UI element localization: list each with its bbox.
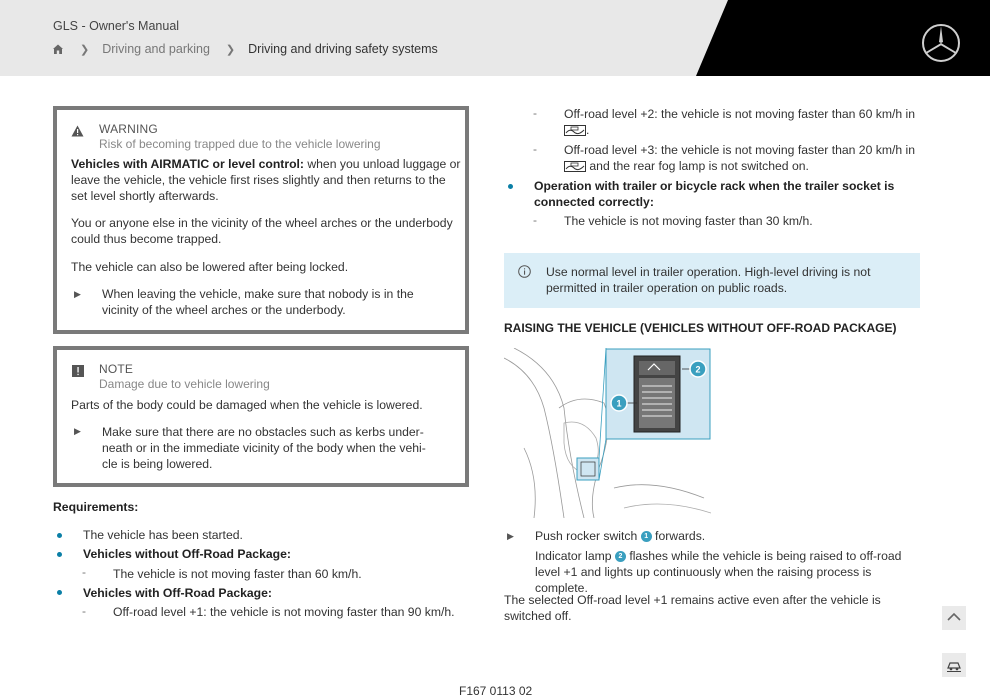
step1-end: forwards.	[651, 529, 706, 543]
offroad-level-2-text: Off-road level +2: the vehicle is not moving faster than 60 km/h in	[564, 107, 916, 121]
warning-action	[102, 286, 462, 318]
vehicle-selector-button[interactable]	[942, 653, 966, 677]
requirement-item-2-sub: The vehicle is not moving faster than 60 km/h.	[113, 567, 362, 581]
chevron-right-icon: ❯	[80, 43, 90, 56]
action-arrow-icon: ▶	[74, 289, 81, 299]
requirements-heading: Requirements:	[53, 500, 139, 514]
action-arrow-icon: ▶	[74, 426, 81, 436]
dash-marker: -	[533, 106, 537, 120]
note-subtitle: Damage due to vehicle lowering	[99, 377, 270, 391]
dash-marker: -	[533, 142, 537, 156]
warning-paragraph-2	[71, 215, 461, 247]
step2-end: flashes while the vehicle is being raised to off-road	[625, 549, 902, 563]
chevron-right-icon: ❯	[225, 43, 236, 56]
warning-p1-bold: Vehicles with AIRMATIC or level control:	[71, 157, 304, 171]
note-title: NOTE	[99, 362, 134, 376]
bullet-dot	[508, 184, 513, 189]
badge-2: 2	[615, 551, 626, 562]
note-action-line3: cle is being lowered.	[102, 457, 213, 471]
warning-action-line2: vicinity of the wheel arches or the underbody.	[102, 303, 346, 317]
breadcrumb-current[interactable]: Driving and driving safety systems	[248, 42, 438, 56]
warning-p1-line2: leave the vehicle, the vehicle first rises slightly and then returns to the	[71, 173, 446, 187]
figure-badge-1: 1	[616, 398, 622, 409]
requirement-item-3-sub: Off-road level +1: the vehicle is not moving faster than 90 km/h.	[113, 605, 455, 619]
step-indicator-lamp	[535, 548, 925, 596]
warning-paragraph-3: The vehicle can also be lowered after being locked.	[71, 260, 349, 274]
figure-code: F167 0113 02	[459, 684, 533, 698]
off-road-icon	[564, 161, 586, 172]
dash-marker: -	[533, 213, 537, 227]
offroad-level-2	[564, 106, 924, 138]
offroad-level-3	[564, 142, 924, 174]
offroad-level-3-text: Off-road level +3: the vehicle is not moving faster than 20 km/h in	[564, 143, 916, 157]
note-icon	[72, 365, 84, 377]
warning-p1-line3: set level shortly afterwards.	[71, 189, 219, 203]
step2-line2: level +1 and lights up continuously when the raising process is complete.	[535, 565, 872, 595]
dash-marker: -	[82, 604, 86, 618]
note-paragraph: Parts of the body could be damaged when the vehicle is lowered.	[71, 398, 423, 412]
final-note	[504, 592, 904, 624]
bullet-dot	[57, 590, 62, 595]
warning-subtitle: Risk of becoming trapped due to the vehicle lowering	[99, 137, 381, 151]
step-push-switch	[535, 528, 705, 544]
info-line-2: permitted in trailer operation on public roads.	[546, 281, 788, 295]
warning-p1-text: when you unload luggage or	[303, 157, 461, 171]
note-action-line2: neath or in the immediate vicinity of the body when the vehi-	[102, 441, 426, 455]
step2-text: Indicator lamp	[535, 549, 615, 563]
figure-badge-2: 2	[695, 364, 701, 375]
info-icon	[518, 265, 531, 278]
warning-p2-line1: You or anyone else in the vicinity of the wheel arches or the underbody	[71, 216, 453, 230]
breadcrumb	[52, 42, 438, 56]
requirement-item-3: Vehicles with Off-Road Package:	[83, 586, 272, 600]
trailer-requirement	[534, 178, 914, 210]
final-line-2: switched off.	[504, 609, 572, 623]
manual-title: GLS - Owner's Manual	[53, 19, 180, 33]
offroad-level-3-end: and the rear fog lamp is not switched on.	[586, 159, 809, 173]
note-action-line1: Make sure that there are no obstacles such as kerbs under-	[102, 425, 424, 439]
trailer-line-2: connected correctly:	[534, 195, 654, 209]
arrow-up-icon	[942, 606, 966, 630]
breadcrumb-link-driving-parking[interactable]: Driving and parking	[102, 42, 210, 56]
warning-action-line1: When leaving the vehicle, make sure that nobody is in the	[102, 287, 414, 301]
scroll-to-top-button[interactable]	[942, 606, 966, 630]
center-console-illustration	[504, 348, 711, 518]
warning-p2-line2: could thus become trapped.	[71, 232, 222, 246]
badge-1: 1	[641, 531, 652, 542]
off-road-icon	[564, 125, 586, 136]
warning-title: WARNING	[99, 122, 158, 136]
section-heading: RAISING THE VEHICLE (VEHICLES WITHOUT OFF-ROAD PACKAGE)	[504, 321, 897, 335]
trailer-sub: The vehicle is not moving faster than 30 km/h.	[564, 214, 813, 228]
bullet-dot	[57, 533, 62, 538]
requirement-item-2: Vehicles without Off-Road Package:	[83, 547, 291, 561]
step1-text: Push rocker switch	[535, 529, 641, 543]
dash-marker: -	[82, 565, 86, 579]
warning-triangle-icon	[71, 125, 84, 137]
info-text	[546, 264, 911, 296]
info-line-1: Use normal level in trailer operation. High-level driving is not	[546, 265, 871, 279]
note-action	[102, 424, 462, 472]
requirement-item-1: The vehicle has been started.	[83, 528, 243, 542]
car-road-icon	[942, 653, 966, 677]
warning-paragraph-1	[71, 156, 461, 204]
trailer-line-1: Operation with trailer or bicycle rack when the trailer socket is	[534, 179, 895, 193]
action-arrow-icon: ▶	[507, 531, 514, 541]
home-icon[interactable]	[52, 43, 64, 55]
offroad-level-2-end: .	[586, 123, 590, 137]
final-line-1: The selected Off-road level +1 remains active even after the vehicle is	[504, 593, 881, 607]
bullet-dot	[57, 552, 62, 557]
mercedes-star-icon[interactable]	[921, 23, 961, 63]
